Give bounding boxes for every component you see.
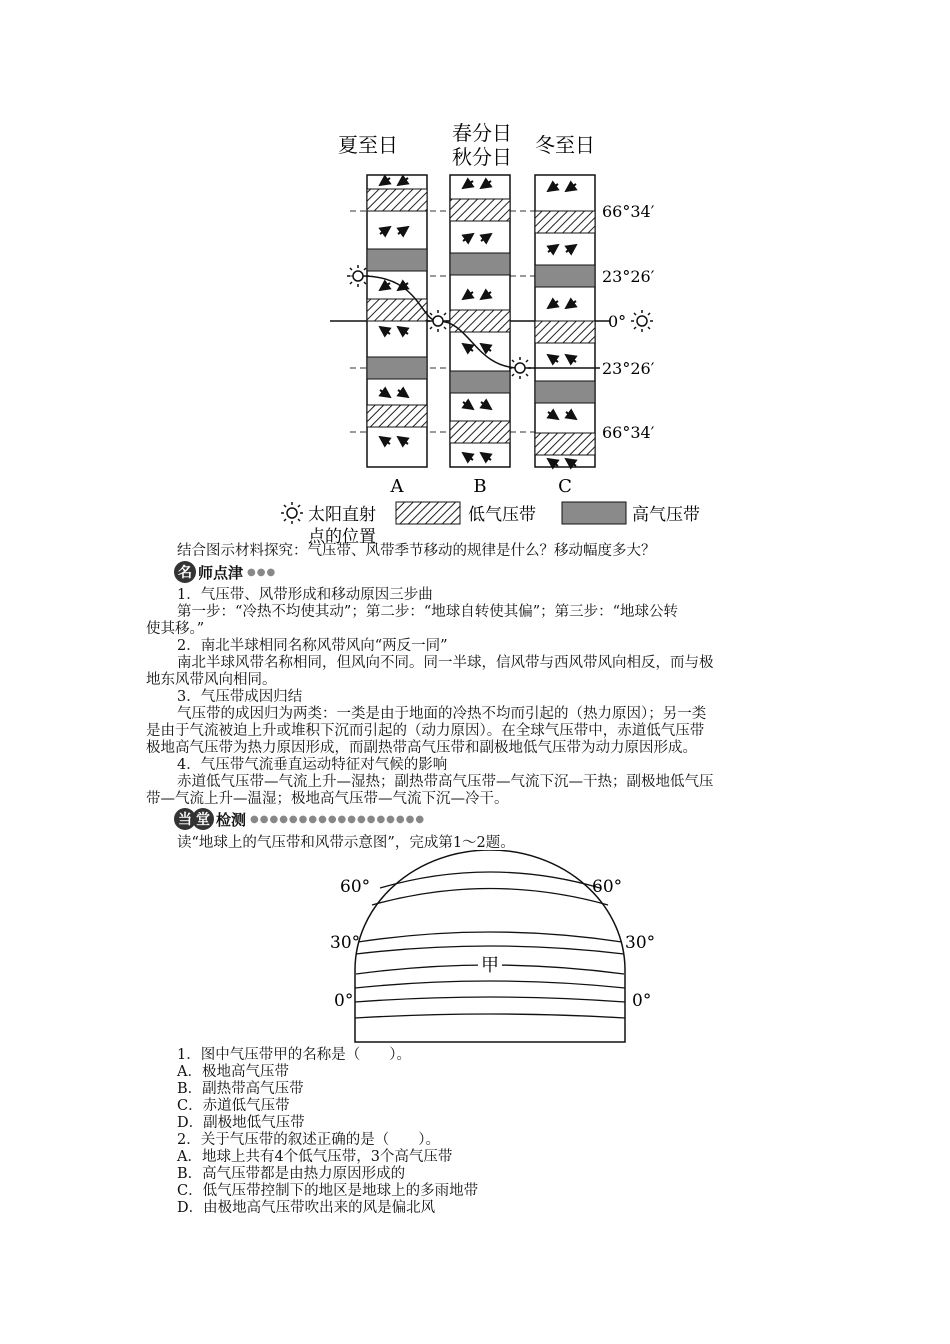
column-a: [367, 175, 427, 467]
tip-line: 第一步：“冷热不均使其动”；第二步：“地球自转使其偏”；第三步：“地球公转: [177, 604, 679, 620]
legend-sun-label-2: 点的位置: [308, 527, 376, 547]
test-intro: 读“地球上的气压带和风带示意图”，完成第1～2题。: [177, 835, 515, 851]
title-autumn-equinox: 秋分日: [452, 145, 512, 169]
tip-line: 3．气压带成因归结: [177, 689, 303, 705]
sun-icon: [631, 310, 653, 332]
lat-label: 23°26′: [602, 267, 655, 286]
column-letter: C: [558, 476, 572, 497]
tip-line: 是由于气流被迫上升或堆积下沉而引起的（动力原因）。在全球气压带中，赤道低气压带: [146, 723, 705, 739]
badge-text: 师点津: [198, 563, 244, 582]
pressure-belt-shift-diagram: [270, 110, 720, 550]
section-badge-teacher-tips: [174, 561, 276, 583]
lat-left-60: 60°: [340, 877, 371, 897]
lat-label: 66°34′: [602, 202, 655, 221]
tip-line: 赤道低气压带—气流上升—湿热；副热带高气压带—气流下沉—干热；副极地低气压: [177, 774, 714, 790]
legend-low-label: 低气压带: [468, 505, 536, 525]
tip-line: 带—气流上升—温湿；极地高气压带—气流下沉—冷干。: [146, 791, 509, 807]
question-1-option-a[interactable]: A．极地高气压带: [177, 1064, 289, 1080]
explore-question: 结合图示材料探究：气压带、风带季节移动的规律是什么？移动幅度多大？: [177, 543, 656, 559]
column-letter: B: [473, 476, 487, 497]
column-letter: A: [390, 476, 404, 497]
badge-char: 名: [174, 561, 196, 583]
question-1-option-b[interactable]: B．副热带高气压带: [177, 1081, 304, 1097]
badge-char: 当: [174, 808, 196, 830]
section-badge-class-test: [174, 808, 425, 830]
badge-char-2: 堂: [192, 808, 214, 830]
question-2-option-d[interactable]: D．由极地高气压带吹出来的风是偏北风: [177, 1200, 436, 1216]
tip-line: 1．气压带、风带形成和移动原因三步曲: [177, 587, 433, 603]
dots-decoration: ●●●●●●●●●●●●●●●●●●: [250, 813, 426, 825]
title-spring-equinox: 春分日: [452, 121, 512, 145]
belt-label-jia: 甲: [481, 955, 499, 976]
lat-label: 23°26′: [602, 359, 655, 378]
question-1-option-d[interactable]: D．副极地低气压带: [177, 1115, 305, 1131]
legend-sun-label: 太阳直射: [308, 505, 376, 525]
tip-line: 地东风带风向相同。: [146, 672, 277, 688]
lat-right-30: 30°: [625, 933, 656, 953]
question-1-stem: 1．图中气压带甲的名称是（ ）。: [177, 1047, 411, 1063]
lat-left-0: 0°: [334, 991, 354, 1011]
question-2-option-a[interactable]: A．地球上共有4个低气压带，3个高气压带: [177, 1149, 453, 1165]
tip-line: 4．气压带气流垂直运动特征对气候的影响: [177, 757, 448, 773]
legend-high-label: 高气压带: [632, 505, 700, 525]
lat-label: 0°: [608, 312, 627, 331]
question-2-stem: 2．关于气压带的叙述正确的是（ ）。: [177, 1132, 440, 1148]
question-1-option-c[interactable]: C．赤道低气压带: [177, 1098, 290, 1114]
title-summer-solstice: 夏至日: [338, 133, 398, 157]
column-b: [450, 175, 510, 467]
tip-line: 2．南北半球相同名称风带风向“两反一同”: [177, 638, 448, 654]
lat-left-30: 30°: [330, 933, 361, 953]
column-c: [535, 175, 595, 467]
sun-icon: [281, 502, 303, 524]
badge-text: 检测: [216, 810, 247, 829]
question-2-option-c[interactable]: C．低气压带控制下的地区是地球上的多雨地带: [177, 1183, 479, 1199]
dots-decoration: ●●●: [247, 566, 277, 578]
lat-label: 66°34′: [602, 423, 655, 442]
lat-right-0: 0°: [632, 991, 652, 1011]
globe-pressure-belt-diagram: [320, 850, 660, 1045]
tip-line: 使其移。”: [146, 621, 205, 637]
question-2-option-b[interactable]: B．高气压带都是由热力原因形成的: [177, 1166, 406, 1182]
tip-line: 极地高气压带为热力原因形成，而副热带高气压带和副极地低气压带为动力原因形成。: [146, 740, 697, 756]
title-winter-solstice: 冬至日: [535, 133, 595, 157]
tip-line: 气压带的成因归为两类：一类是由于地面的冷热不均而引起的（热力原因）；另一类: [177, 706, 707, 722]
lat-right-60: 60°: [592, 877, 623, 897]
tip-line: 南北半球风带名称相同，但风向不同。同一半球，信风带与西风带风向相反，而与极: [177, 655, 714, 671]
